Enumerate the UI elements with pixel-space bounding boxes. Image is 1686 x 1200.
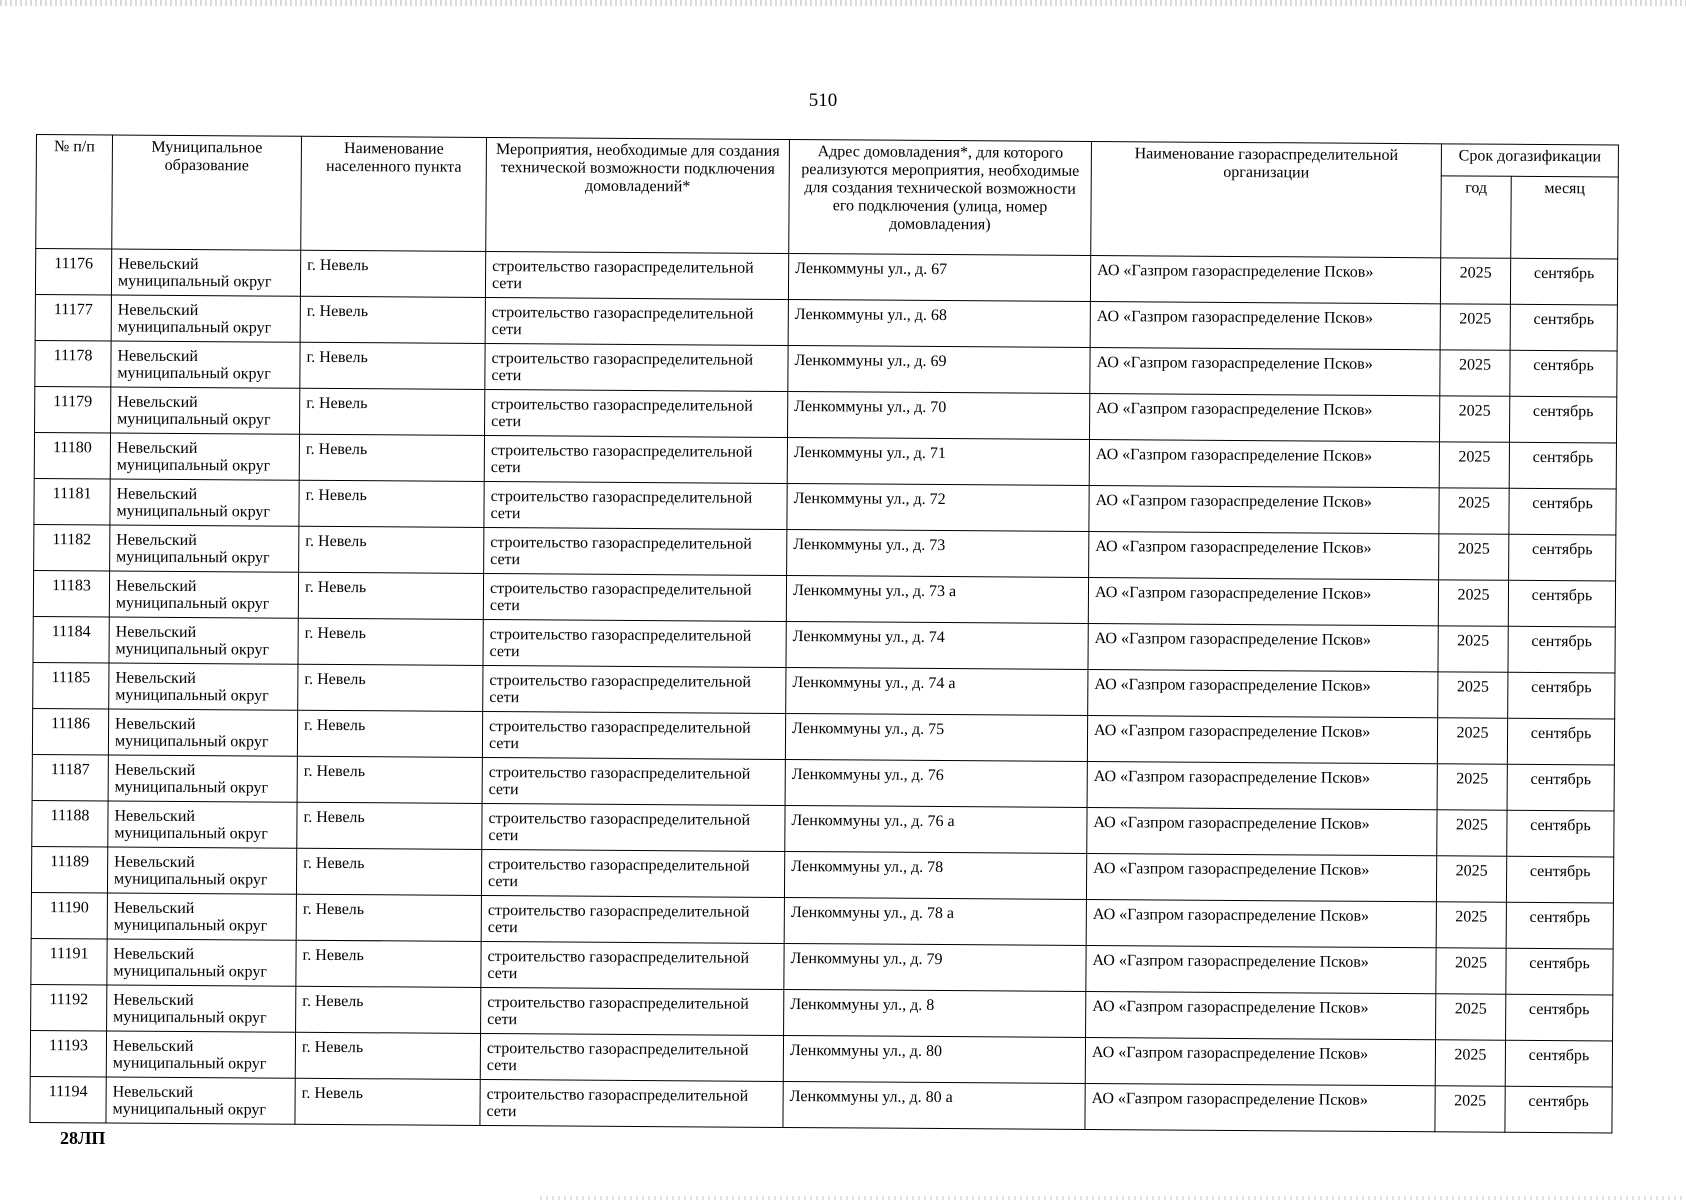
cell-num: 11194 bbox=[30, 1076, 106, 1123]
cell-month: сентябрь bbox=[1505, 1086, 1612, 1133]
page-number: 510 bbox=[808, 90, 838, 111]
cell-organization: АО «Газпром газораспределение Псков» bbox=[1088, 577, 1438, 625]
cell-municipality: Невельский муниципальный округ bbox=[109, 571, 298, 618]
cell-year: 2025 bbox=[1438, 672, 1508, 718]
cell-settlement: г. Невель bbox=[299, 434, 484, 481]
cell-organization: АО «Газпром газораспределение Псков» bbox=[1086, 945, 1436, 993]
cell-address: Ленкоммуны ул., д. 80 а bbox=[783, 1081, 1085, 1129]
cell-year: 2025 bbox=[1439, 396, 1509, 442]
cell-year: 2025 bbox=[1437, 810, 1507, 856]
cell-year: 2025 bbox=[1435, 1086, 1505, 1132]
header-organization: Наименование газораспределительной организации bbox=[1091, 142, 1442, 258]
header-address: Адрес домовладения*, для которого реализуются мероприятия, необходимые для создания технической возможности его подключения (улица, номер домовладения) bbox=[789, 139, 1092, 255]
cell-address: Ленкоммуны ул., д. 79 bbox=[784, 943, 1086, 991]
footer-code: 28ЛП bbox=[60, 1128, 106, 1148]
cell-num: 11181 bbox=[34, 478, 110, 525]
cell-municipality: Невельский муниципальный округ bbox=[111, 295, 300, 342]
cell-address: Ленкоммуны ул., д. 67 bbox=[788, 253, 1090, 301]
cell-measures: строительство газораспределительной сети bbox=[481, 941, 784, 989]
cell-address: Ленкоммуны ул., д. 74 а bbox=[786, 667, 1088, 715]
cell-municipality: Невельский муниципальный округ bbox=[109, 617, 298, 664]
cell-municipality: Невельский муниципальный округ bbox=[111, 341, 300, 388]
cell-organization: АО «Газпром газораспределение Псков» bbox=[1085, 1083, 1435, 1131]
cell-month: сентябрь bbox=[1506, 948, 1613, 995]
cell-municipality: Невельский муниципальный округ bbox=[108, 801, 297, 848]
header-measures: Мероприятия, необходимые для создания технической возможности подключения домовладений* bbox=[486, 137, 790, 253]
header-settlement: Наименование населенного пункта bbox=[301, 136, 487, 251]
cell-address: Ленкоммуны ул., д. 70 bbox=[788, 391, 1090, 439]
cell-num: 11191 bbox=[31, 938, 107, 985]
cell-measures: строительство газораспределительной сети bbox=[485, 297, 788, 345]
cell-num: 11184 bbox=[33, 616, 109, 663]
cell-organization: АО «Газпром газораспределение Псков» bbox=[1090, 347, 1440, 395]
cell-settlement: г. Невель bbox=[296, 894, 481, 941]
table-header bbox=[36, 135, 1619, 259]
cell-settlement: г. Невель bbox=[297, 802, 482, 849]
cell-address: Ленкоммуны ул., д. 78 bbox=[784, 851, 1086, 899]
cell-measures: строительство газораспределительной сети bbox=[482, 803, 785, 851]
cell-measures: строительство газораспределительной сети bbox=[485, 343, 788, 391]
cell-month: сентябрь bbox=[1509, 488, 1616, 535]
cell-settlement: г. Невель bbox=[297, 756, 482, 803]
cell-measures: строительство газораспределительной сети bbox=[483, 619, 786, 667]
cell-address: Ленкоммуны ул., д. 73 bbox=[787, 529, 1089, 577]
cell-municipality: Невельский муниципальный округ bbox=[109, 663, 298, 710]
scan-edge-top bbox=[0, 0, 1686, 6]
header-year: год bbox=[1441, 176, 1512, 258]
cell-organization: АО «Газпром газораспределение Псков» bbox=[1088, 669, 1438, 717]
cell-year: 2025 bbox=[1438, 580, 1508, 626]
cell-address: Ленкоммуны ул., д. 75 bbox=[785, 713, 1087, 761]
cell-settlement: г. Невель bbox=[297, 710, 482, 757]
cell-measures: строительство газораспределительной сети bbox=[484, 481, 787, 529]
cell-month: сентябрь bbox=[1508, 626, 1615, 673]
cell-month: сентябрь bbox=[1507, 810, 1614, 857]
cell-municipality: Невельский муниципальный округ bbox=[108, 709, 297, 756]
cell-month: сентябрь bbox=[1510, 258, 1617, 305]
cell-municipality: Невельский муниципальный округ bbox=[107, 893, 296, 940]
cell-month: сентябрь bbox=[1506, 902, 1613, 949]
cell-num: 11192 bbox=[31, 984, 107, 1031]
cell-organization: АО «Газпром газораспределение Псков» bbox=[1086, 899, 1436, 947]
cell-month: сентябрь bbox=[1509, 442, 1616, 489]
cell-year: 2025 bbox=[1439, 488, 1509, 534]
cell-organization: АО «Газпром газораспределение Псков» bbox=[1086, 853, 1436, 901]
cell-municipality: Невельский муниципальный округ bbox=[111, 249, 300, 296]
cell-address: Ленкоммуны ул., д. 76 bbox=[785, 759, 1087, 807]
cell-settlement: г. Невель bbox=[300, 296, 485, 343]
cell-measures: строительство газораспределительной сети bbox=[480, 1079, 783, 1127]
cell-organization: АО «Газпром газораспределение Псков» bbox=[1089, 485, 1439, 533]
cell-settlement: г. Невель bbox=[298, 572, 483, 619]
cell-num: 11179 bbox=[35, 386, 111, 433]
cell-address: Ленкоммуны ул., д. 73 а bbox=[786, 575, 1088, 623]
cell-measures: строительство газораспределительной сети bbox=[485, 389, 788, 437]
cell-year: 2025 bbox=[1440, 304, 1510, 350]
cell-num: 11183 bbox=[33, 570, 109, 617]
cell-measures: строительство газораспределительной сети bbox=[484, 527, 787, 575]
cell-organization: АО «Газпром газораспределение Псков» bbox=[1087, 761, 1437, 809]
cell-measures: строительство газораспределительной сети bbox=[483, 665, 786, 713]
cell-month: сентябрь bbox=[1508, 580, 1615, 627]
cell-year: 2025 bbox=[1440, 258, 1510, 304]
cell-measures: строительство газораспределительной сети bbox=[485, 251, 788, 299]
cell-num: 11177 bbox=[35, 294, 111, 341]
header-row-top bbox=[36, 135, 1618, 177]
cell-organization: АО «Газпром газораспределение Псков» bbox=[1086, 991, 1436, 1039]
cell-municipality: Невельский муниципальный округ bbox=[111, 387, 300, 434]
cell-address: Ленкоммуны ул., д. 68 bbox=[788, 299, 1090, 347]
cell-measures: строительство газораспределительной сети bbox=[481, 987, 784, 1035]
cell-municipality: Невельский муниципальный округ bbox=[106, 1031, 295, 1078]
cell-num: 11185 bbox=[33, 662, 109, 709]
cell-organization: АО «Газпром газораспределение Псков» bbox=[1089, 439, 1439, 487]
cell-settlement: г. Невель bbox=[296, 848, 481, 895]
cell-address: Ленкоммуны ул., д. 69 bbox=[788, 345, 1090, 393]
cell-settlement: г. Невель bbox=[299, 526, 484, 573]
cell-num: 11189 bbox=[31, 846, 107, 893]
cell-address: Ленкоммуны ул., д. 74 bbox=[786, 621, 1088, 669]
cell-measures: строительство газораспределительной сети bbox=[482, 711, 785, 759]
cell-month: сентябрь bbox=[1506, 994, 1613, 1041]
cell-measures: строительство газораспределительной сети bbox=[481, 849, 784, 897]
cell-year: 2025 bbox=[1437, 718, 1507, 764]
cell-num: 11187 bbox=[32, 754, 108, 801]
cell-address: Ленкоммуны ул., д. 78 а bbox=[784, 897, 1086, 945]
cell-organization: АО «Газпром газораспределение Псков» bbox=[1090, 255, 1440, 303]
cell-settlement: г. Невель bbox=[296, 940, 481, 987]
cell-month: сентябрь bbox=[1509, 534, 1616, 581]
header-deadline: Срок догазификации bbox=[1441, 144, 1618, 177]
cell-organization: АО «Газпром газораспределение Псков» bbox=[1089, 531, 1439, 579]
cell-num: 11180 bbox=[34, 432, 110, 479]
cell-year: 2025 bbox=[1439, 534, 1509, 580]
cell-month: сентябрь bbox=[1510, 304, 1617, 351]
cell-organization: АО «Газпром газораспределение Псков» bbox=[1088, 623, 1438, 671]
cell-measures: строительство газораспределительной сети bbox=[482, 757, 785, 805]
cell-year: 2025 bbox=[1440, 350, 1510, 396]
cell-municipality: Невельский муниципальный округ bbox=[106, 1077, 295, 1124]
header-num: № п/п bbox=[36, 135, 113, 250]
cell-organization: АО «Газпром газораспределение Псков» bbox=[1085, 1037, 1435, 1085]
cell-municipality: Невельский муниципальный округ bbox=[110, 525, 299, 572]
cell-municipality: Невельский муниципальный округ bbox=[110, 433, 299, 480]
cell-organization: АО «Газпром газораспределение Псков» bbox=[1089, 393, 1439, 441]
cell-num: 11178 bbox=[35, 340, 111, 387]
cell-month: сентябрь bbox=[1507, 764, 1614, 811]
cell-year: 2025 bbox=[1436, 948, 1506, 994]
cell-month: сентябрь bbox=[1507, 718, 1614, 765]
cell-organization: АО «Газпром газораспределение Псков» bbox=[1087, 715, 1437, 763]
cell-year: 2025 bbox=[1436, 856, 1506, 902]
header-month: месяц bbox=[1511, 176, 1619, 259]
cell-num: 11182 bbox=[34, 524, 110, 571]
cell-address: Ленкоммуны ул., д. 80 bbox=[783, 1035, 1085, 1083]
cell-year: 2025 bbox=[1437, 764, 1507, 810]
cell-year: 2025 bbox=[1435, 1040, 1505, 1086]
cell-municipality: Невельский муниципальный округ bbox=[107, 985, 296, 1032]
scan-edge-bottom bbox=[540, 1196, 1686, 1200]
cell-settlement: г. Невель bbox=[299, 480, 484, 527]
cell-year: 2025 bbox=[1438, 626, 1508, 672]
cell-num: 11193 bbox=[30, 1030, 106, 1077]
cell-settlement: г. Невель bbox=[295, 1078, 480, 1125]
table-body bbox=[30, 249, 1618, 1133]
cell-num: 11176 bbox=[35, 249, 111, 296]
cell-organization: АО «Газпром газораспределение Псков» bbox=[1090, 301, 1440, 349]
cell-num: 11188 bbox=[32, 800, 108, 847]
cell-measures: строительство газораспределительной сети bbox=[484, 435, 787, 483]
cell-address: Ленкоммуны ул., д. 72 bbox=[787, 483, 1089, 531]
cell-municipality: Невельский муниципальный округ bbox=[110, 479, 299, 526]
header-municipality: Муниципальное образование bbox=[112, 135, 302, 250]
table-row bbox=[30, 1076, 1612, 1132]
cell-month: сентябрь bbox=[1508, 672, 1615, 719]
cell-municipality: Невельский муниципальный округ bbox=[107, 847, 296, 894]
cell-municipality: Невельский муниципальный округ bbox=[107, 939, 296, 986]
cell-month: сентябрь bbox=[1510, 350, 1617, 397]
gasification-table bbox=[29, 134, 1619, 1133]
cell-year: 2025 bbox=[1439, 442, 1509, 488]
cell-month: сентябрь bbox=[1509, 396, 1616, 443]
cell-settlement: г. Невель bbox=[300, 342, 485, 389]
cell-month: сентябрь bbox=[1506, 856, 1613, 903]
cell-address: Ленкоммуны ул., д. 71 bbox=[787, 437, 1089, 485]
cell-num: 11190 bbox=[31, 892, 107, 939]
cell-measures: строительство газораспределительной сети bbox=[481, 895, 784, 943]
cell-year: 2025 bbox=[1436, 902, 1506, 948]
cell-num: 11186 bbox=[32, 708, 108, 755]
cell-settlement: г. Невель bbox=[296, 986, 481, 1033]
cell-measures: строительство газораспределительной сети bbox=[480, 1033, 783, 1081]
cell-settlement: г. Невель bbox=[295, 1032, 480, 1079]
cell-year: 2025 bbox=[1436, 994, 1506, 1040]
cell-settlement: г. Невель bbox=[300, 388, 485, 435]
cell-municipality: Невельский муниципальный округ bbox=[108, 755, 297, 802]
cell-settlement: г. Невель bbox=[298, 664, 483, 711]
cell-measures: строительство газораспределительной сети bbox=[483, 573, 786, 621]
cell-settlement: г. Невель bbox=[298, 618, 483, 665]
cell-settlement: г. Невель bbox=[300, 250, 485, 297]
cell-organization: АО «Газпром газораспределение Псков» bbox=[1087, 807, 1437, 855]
cell-address: Ленкоммуны ул., д. 76 а bbox=[785, 805, 1087, 853]
cell-address: Ленкоммуны ул., д. 8 bbox=[784, 989, 1086, 1037]
cell-month: сентябрь bbox=[1505, 1040, 1612, 1087]
